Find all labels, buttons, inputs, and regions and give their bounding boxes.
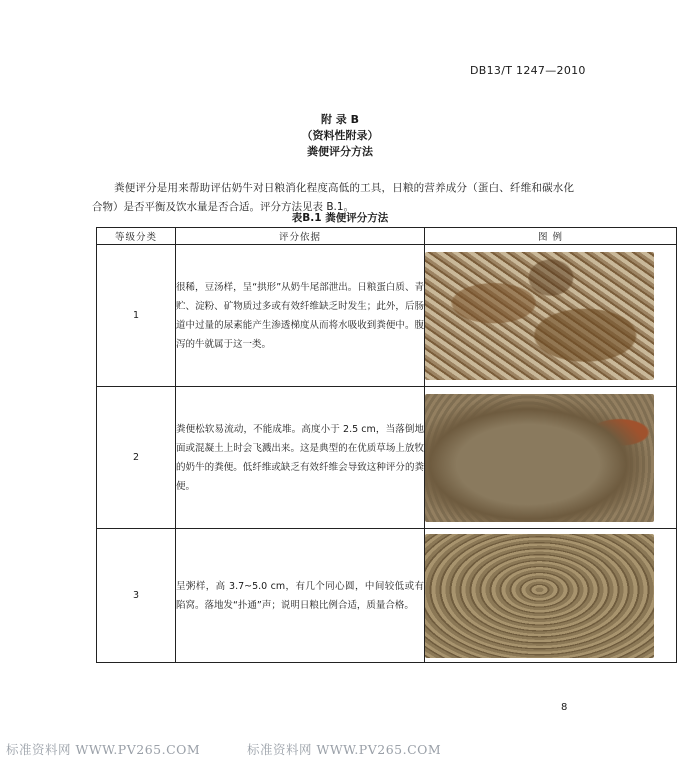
manure-photo-3 xyxy=(425,534,654,658)
example-cell xyxy=(425,387,677,529)
manure-photo-1 xyxy=(425,252,654,380)
watermark-text: 标准资料网 WWW.PV265.COM xyxy=(247,742,442,757)
example-cell xyxy=(425,245,677,387)
appendix-subtitle: （资料性附录） xyxy=(301,129,379,142)
grade-cell: 1 xyxy=(97,245,176,387)
appendix-section-heading: 粪便评分方法 xyxy=(307,145,373,158)
page-number: 8 xyxy=(561,702,568,713)
example-cell xyxy=(425,529,677,663)
criteria-cell: 很稀，豆汤样，呈“拱形”从奶牛尾部泄出。日粮蛋白质、青贮、淀粉、矿物质过多或有效纤维缺乏时发生；此外，后肠道中过量的尿素能产生渗透梯度从而将水吸收到粪便中。腹泻的牛就属于这一类。 xyxy=(176,245,425,387)
table-row xyxy=(97,245,677,387)
grade-cell: 2 xyxy=(97,387,176,529)
standard-code: DB13/T 1247—2010 xyxy=(470,64,586,77)
watermark-text: 标准资料网 WWW.PV265.COM xyxy=(6,742,201,757)
intro-paragraph: 粪便评分是用来帮助评估奶牛对日粮消化程度高低的工具，日粮的营养成分（蛋白、纤维和碳水化合物）是否平衡及饮水量是否合适。评分方法见表 B.1。 xyxy=(92,181,574,213)
criteria-cell: 粪便松软易流动，不能成堆。高度小于 2.5 cm，当落倒地面或混凝土上时会飞溅出来。这是典型的在优质草场上放牧的奶牛的粪便。低纤维或缺乏有效纤维会导致这种评分的粪便。 xyxy=(176,387,425,529)
grade-cell: 3 xyxy=(97,529,176,663)
table-row xyxy=(97,529,677,663)
header-criteria: 评分依据 xyxy=(176,228,425,245)
manure-photo-2 xyxy=(425,394,654,522)
criteria-cell: 呈粥样，高 3.7~5.0 cm，有几个同心圆，中间较低或有陷窝。落地发“扑通”声；说明日粮比例合适，质量合格。 xyxy=(176,529,425,663)
scoring-table xyxy=(96,227,677,663)
appendix-title: 附 录 B xyxy=(320,113,360,126)
appendix-heading xyxy=(0,112,680,160)
table-caption: 表B.1 粪便评分方法 xyxy=(291,212,389,224)
header-example: 图 例 xyxy=(425,228,677,245)
table-header-row xyxy=(97,228,677,245)
header-grade: 等级分类 xyxy=(97,228,176,245)
table-row xyxy=(97,387,677,529)
